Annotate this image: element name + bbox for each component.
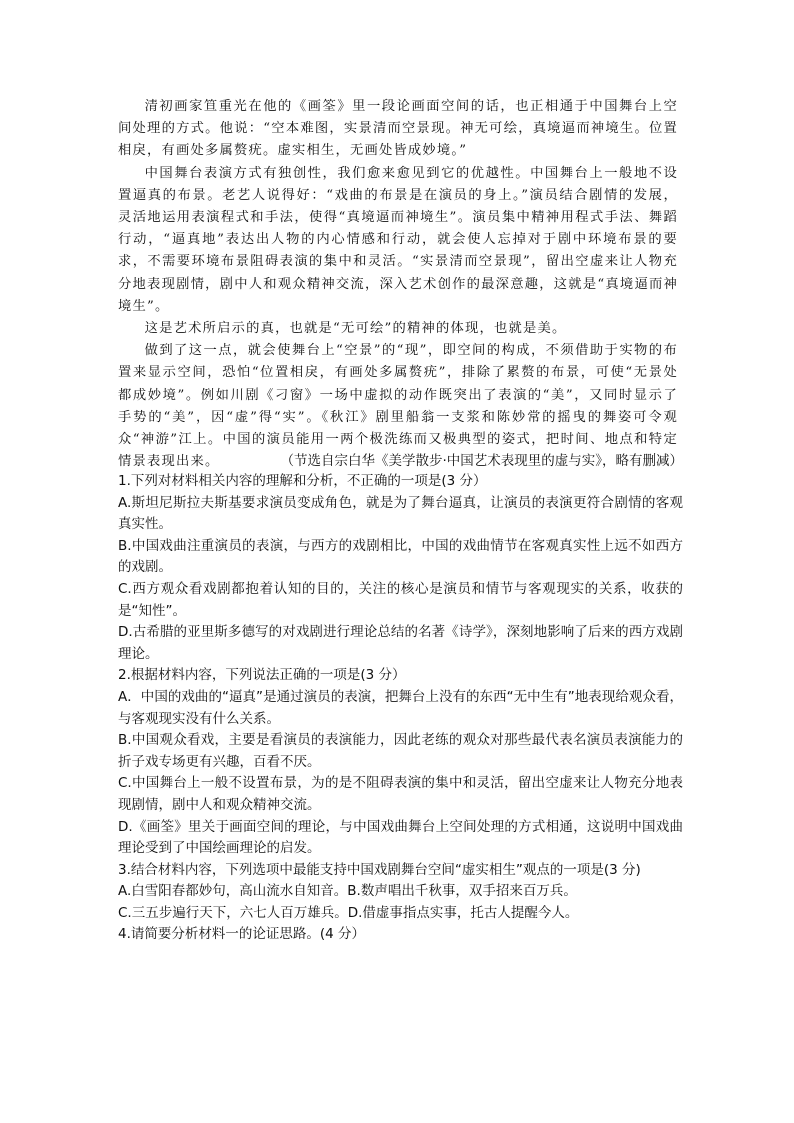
question-1-stem: 1.下列对材料相关内容的理解和分析，不正确的一项是(3 分） bbox=[118, 473, 487, 489]
question-1-option-c: C.西方观众看戏剧都抱着认知的目的，关注的核心是演员和情节与客观现实的关系，收获的是“知性”。 bbox=[118, 580, 683, 619]
passage-paragraph-4: 做到了这一点，就会使舞台上“空景”的“现”，即空间的构成，不须借助于实物的布置来显示空间，恐怕“位置相戾，有画处多属赘疣”，排除了累赘的布景，可使“无景处都成妙境”。例如川剧《刁窗》一场中虚拟的动作既突出了表演的“美”，又同时显示了手势的“美”，因“虚”得“实”。《秋江》剧里船翁一支浆和陈妙常的摇曳的舞姿可令观众“神游”江上。中国的演员能用一两个极洗练而又极典型的姿式，把时间、地点和特定情景表现出来。 bbox=[118, 343, 678, 470]
question-2-option-c: C.中国舞台上一般不设置布景，为的是不阻碍表演的集中和灵活，留出空虚来让人物充分地表现剧情，剧中人和观众精神交流。 bbox=[118, 775, 683, 813]
passage-paragraph-3: 这是艺术所启示的真，也就是“无可绘”的精神的体现，也就是美。 bbox=[144, 321, 567, 337]
question-1-option-a: A.斯坦尼斯拉夫斯基要求演员变成角色，就是为了舞台逼真，让演员的表演更符合剧情的客观真实性。 bbox=[118, 494, 683, 533]
question-list bbox=[118, 471, 683, 946]
question-1-option-b: B.中国戏曲注重演员的表演，与西方的戏剧相比，中国的戏曲情节在客观真实性上远不如西方的戏剧。 bbox=[118, 537, 683, 576]
question-1-option-d: D.古希腊的亚里斯多德写的对戏剧进行理论总结的名著《诗学》，深刻地影响了后来的西方戏剧理论。 bbox=[118, 624, 683, 662]
passage-source: （节选自宗白华《美学散步·中国艺术表现里的虚与实》，略有删减） bbox=[280, 453, 683, 469]
reading-passage bbox=[118, 96, 678, 473]
passage-paragraph-2: 中国舞台表演方式有独创性，我们愈来愈见到它的优越性。中国舞台上一般地不设置逼真的布景。老艺人说得好：“戏曲的布景是在演员的身上。”演员结合剧情的发展，灵活地运用表演程式和手法，使得“真境逼而神境生”。演员集中精神用程式手法、舞蹈行动，“逼真地”表达出人物的内心情感和行动，就会使人忘掉对于剧中环境布景的要求，不需要环境布景阻碍表演的集中和灵活。“实景清而空景现”，留出空虚来让人物充分地表现剧情，剧中人和观众精神交流，深入艺术创作的最深意趣，这就是“真境逼而神境生”。 bbox=[118, 165, 678, 314]
question-3-options-ab: A.白雪阳春都妙句，高山流水自知音。B.数声唱出千秋事，双手招来百万兵。 bbox=[118, 883, 577, 900]
passage-paragraph-1: 清初画家笪重光在他的《画筌》里一段论画面空间的话，也正相通于中国舞台上空间处理的方式。他说：“空本难图，实景清而空景现。神无可绘，真境逼而神境生。位置相戾，有画处多属赘疣。虚实相生，无画处皆成妙境。” bbox=[118, 99, 678, 159]
question-2-stem: 2.根据材料内容，下列说法正确的一项是(3 分） bbox=[118, 667, 406, 684]
question-2-option-b: B.中国观众看戏，主要是看演员的表演能力，因此老练的观众对那些最代表名演员表演能力的折子戏专场更有兴趣，百看不厌。 bbox=[118, 732, 683, 770]
question-3-stem: 3.结合材料内容，下列选项中最能支持中国戏剧舞台空间“虚实相生”观点的一项是(3 分) bbox=[118, 861, 641, 878]
question-4-stem: 4.请简要分析材料一的论证思路。(4 分） bbox=[118, 926, 366, 943]
question-2-option-a: A．中国的戏曲的“逼真”是通过演员的表演，把舞台上没有的东西“无中生有”地表现给观众看，与客观现实没有什么关系。 bbox=[118, 688, 683, 727]
question-2-option-d: D.《画筌》里关于画面空间的理论，与中国戏曲舞台上空间处理的方式相通，这说明中国戏曲理论受到了中国绘画理论的启发。 bbox=[118, 818, 683, 857]
question-3-options-cd: C.三五步遍行天下，六七人百万雄兵。D.借虚事指点实事，托古人提醒今人。 bbox=[118, 904, 579, 921]
